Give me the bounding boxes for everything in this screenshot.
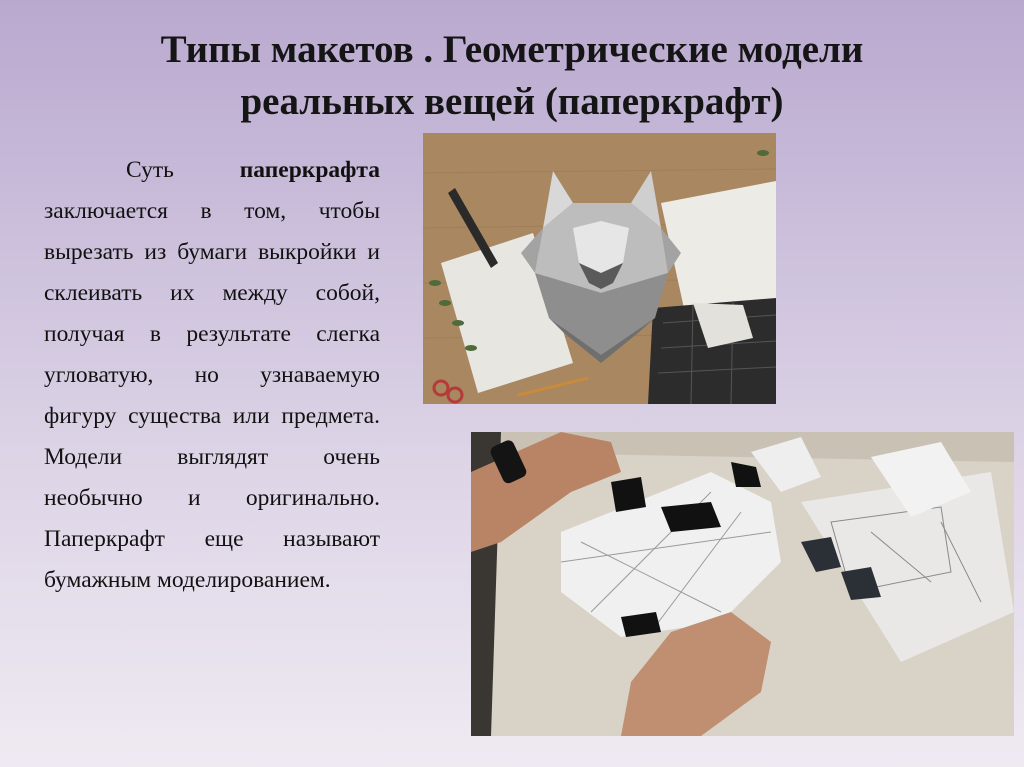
papercraft-assembly-image [471,432,1014,736]
body-paragraph [44,150,380,601]
paragraph-rest: заключается в том, чтобы вырезать из бумаги выкройки и склеивать их между собой, получая в результате слегка угловатую, но узнаваемую фигуру существа или предмета. Модели выглядят очень необычно и оригинально. Паперкрафт еще называют бумажным моделированием. [44,198,380,593]
title-line-1: Типы макетов . Геометрические модели [160,28,864,71]
title-line-2: реальных вещей (паперкрафт) [240,80,784,123]
paper-wolf-head-photo [423,133,776,404]
paragraph-prefix: Суть [126,157,240,183]
slide-title [60,24,964,128]
paragraph-keyword: паперкрафта [239,157,380,183]
hands-assembling-papercraft-photo [471,432,1014,736]
paper-wolf-head-image [423,133,776,404]
